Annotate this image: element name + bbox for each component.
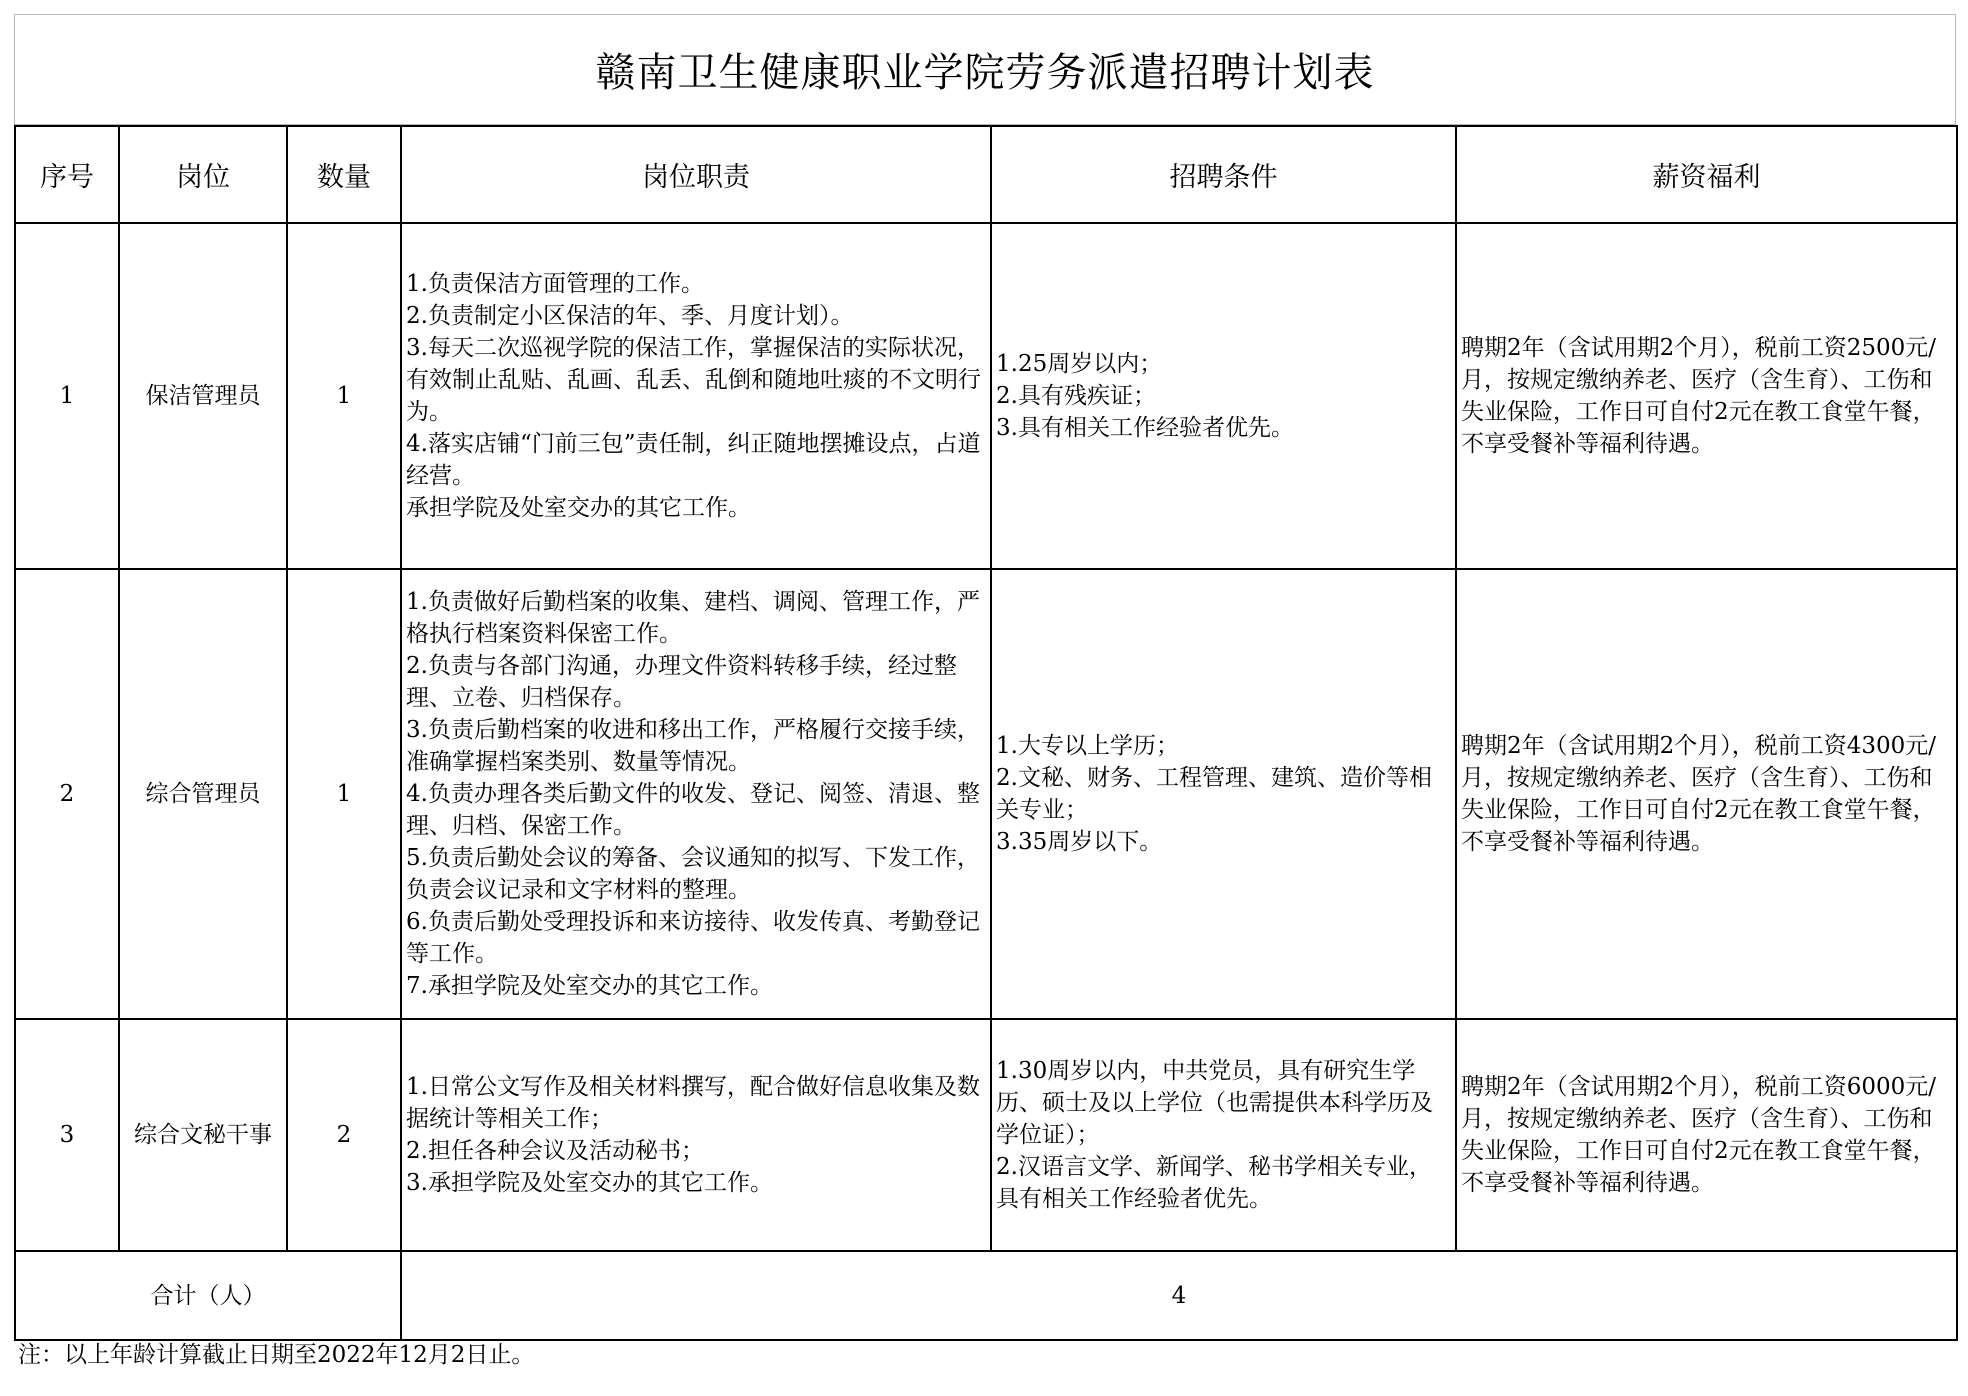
requirement-line: 2.汉语言文学、新闻学、秘书学相关专业，具有相关工作经验者优先。 bbox=[996, 1154, 1432, 1212]
row-no: 3 bbox=[15, 1019, 119, 1251]
duty-line: 1.日常公文写作及相关材料撰写，配合做好信息收集及数据统计等相关工作； bbox=[406, 1074, 980, 1132]
requirement-line: 1.25周岁以内； bbox=[996, 351, 1163, 377]
row-requirements bbox=[991, 1019, 1456, 1251]
duty-line: 3.负责后勤档案的收进和移出工作，严格履行交接手续，准确掌握档案类别、数量等情况。 bbox=[406, 717, 980, 775]
header-row bbox=[15, 126, 1957, 223]
row-count: 2 bbox=[287, 1019, 401, 1251]
table-row bbox=[15, 223, 1957, 569]
row-position: 综合管理员 bbox=[119, 569, 287, 1019]
requirement-line: 1.30周岁以内，中共党员，具有研究生学历、硕士及以上学位（也需提供本科学历及学位证）； bbox=[996, 1058, 1433, 1148]
row-no: 2 bbox=[15, 569, 119, 1019]
duty-line: 5.负责后勤处会议的筹备、会议通知的拟写、下发工作，负责会议记录和文字材料的整理。 bbox=[406, 845, 980, 903]
row-salary: 聘期2年（含试用期2个月），税前工资6000元/月，按规定缴纳养老、医疗（含生育）、工伤和失业保险，工作日可自付2元在教工食堂午餐，不享受餐补等福利待遇。 bbox=[1456, 1019, 1957, 1251]
row-requirements bbox=[991, 569, 1456, 1019]
page-title: 赣南卫生健康职业学院劳务派遣招聘计划表 bbox=[595, 50, 1375, 96]
row-salary: 聘期2年（含试用期2个月），税前工资4300元/月，按规定缴纳养老、医疗（含生育）、工伤和失业保险，工作日可自付2元在教工食堂午餐，不享受餐补等福利待遇。 bbox=[1456, 569, 1957, 1019]
duty-line: 3.每天二次巡视学院的保洁工作，掌握保洁的实际状况，有效制止乱贴、乱画、乱丢、乱倒和随地吐痰的不文明行为。 bbox=[406, 335, 981, 425]
row-position: 综合文秘干事 bbox=[119, 1019, 287, 1251]
duty-line: 1.负责做好后勤档案的收集、建档、调阅、管理工作，严格执行档案资料保密工作。 bbox=[406, 589, 980, 647]
header-requirements: 招聘条件 bbox=[991, 126, 1456, 223]
row-requirements bbox=[991, 223, 1456, 569]
requirement-line: 2.文秘、财务、工程管理、建筑、造价等相关专业； bbox=[996, 765, 1432, 823]
header-salary: 薪资福利 bbox=[1456, 126, 1957, 223]
table-row bbox=[15, 1019, 1957, 1251]
title-cell bbox=[14, 14, 1956, 125]
row-no: 1 bbox=[15, 223, 119, 569]
header-no: 序号 bbox=[15, 126, 119, 223]
duty-line: 2.负责制定小区保洁的年、季、月度计划）。 bbox=[406, 303, 854, 329]
row-count: 1 bbox=[287, 569, 401, 1019]
duty-line: 4.负责办理各类后勤文件的收发、登记、阅签、清退、整理、归档、保密工作。 bbox=[406, 781, 980, 839]
row-duties bbox=[401, 1019, 991, 1251]
duty-line: 1.负责保洁方面管理的工作。 bbox=[406, 271, 704, 297]
duty-line: 6.负责后勤处受理投诉和来访接待、收发传真、考勤登记等工作。 bbox=[406, 909, 980, 967]
duty-line: 3.承担学院及处室交办的其它工作。 bbox=[406, 1170, 773, 1196]
total-value: 4 bbox=[401, 1251, 1957, 1340]
header-duties: 岗位职责 bbox=[401, 126, 991, 223]
row-count: 1 bbox=[287, 223, 401, 569]
requirement-line: 3.35周岁以下。 bbox=[996, 829, 1163, 855]
requirement-line: 1.大专以上学历； bbox=[996, 733, 1179, 759]
row-salary: 聘期2年（含试用期2个月），税前工资2500元/月，按规定缴纳养老、医疗（含生育）、工伤和失业保险，工作日可自付2元在教工食堂午餐，不享受餐补等福利待遇。 bbox=[1456, 223, 1957, 569]
header-count: 数量 bbox=[287, 126, 401, 223]
row-duties bbox=[401, 223, 991, 569]
header-position: 岗位 bbox=[119, 126, 287, 223]
duty-line: 2.负责与各部门沟通，办理文件资料转移手续，经过整理、立卷、归档保存。 bbox=[406, 653, 957, 711]
total-row bbox=[15, 1251, 1957, 1340]
requirement-line: 2.具有残疾证； bbox=[996, 383, 1156, 409]
requirement-line: 3.具有相关工作经验者优先。 bbox=[996, 415, 1294, 441]
row-position: 保洁管理员 bbox=[119, 223, 287, 569]
footnote: 注：以上年龄计算截止日期至2022年12月2日止。 bbox=[18, 1342, 535, 1368]
total-label: 合计（人） bbox=[15, 1251, 401, 1340]
duty-line: 2.担任各种会议及活动秘书； bbox=[406, 1138, 704, 1164]
table-row bbox=[15, 569, 1957, 1019]
row-duties bbox=[401, 569, 991, 1019]
duty-line: 4.落实店铺“门前三包”责任制，纠正随地摆摊设点，占道经营。 bbox=[406, 431, 981, 489]
duty-line: 承担学院及处室交办的其它工作。 bbox=[406, 495, 751, 521]
duty-line: 7.承担学院及处室交办的其它工作。 bbox=[406, 973, 773, 999]
recruitment-table bbox=[14, 125, 1958, 1341]
